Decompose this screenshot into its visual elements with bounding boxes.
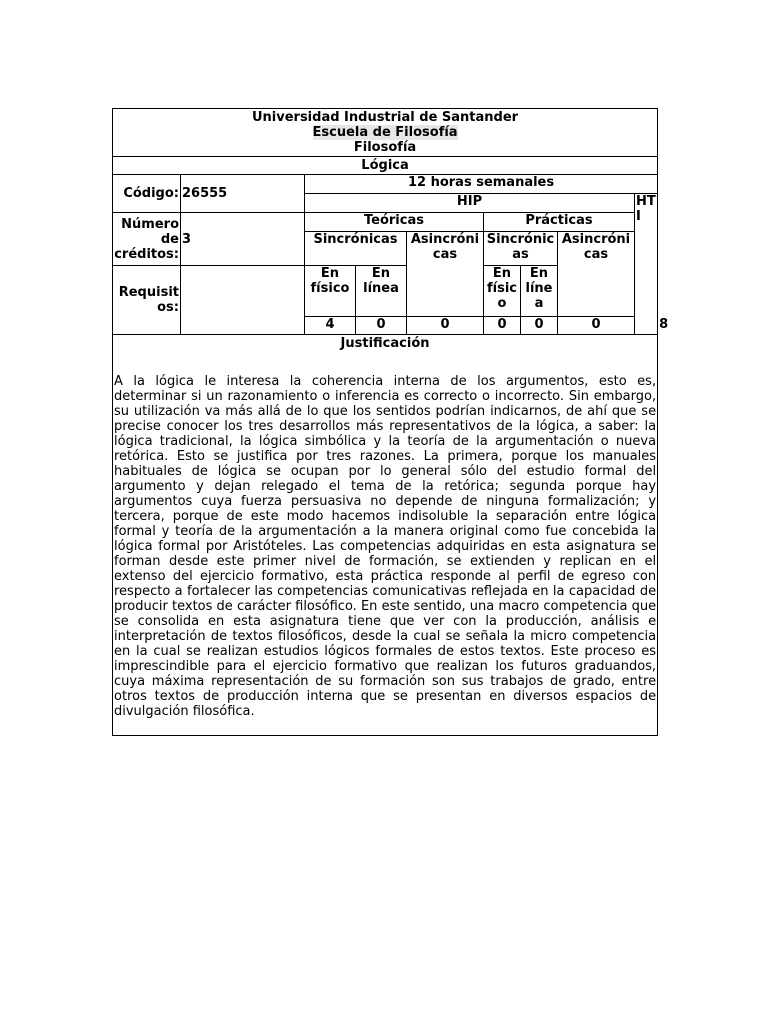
credits-value: 3 <box>181 213 305 266</box>
value-practice-async: 0 <box>558 317 635 335</box>
practice-sync-label: Sincrónicas <box>484 232 558 266</box>
code-row <box>113 175 658 194</box>
credits-label: Número de créditos: <box>113 213 181 266</box>
values-row: 4 0 0 0 0 0 8 <box>113 317 658 335</box>
syllabus-table <box>112 108 669 736</box>
justification-row <box>113 335 658 736</box>
practice-in-person-label: En físico <box>484 266 521 317</box>
justification-cell <box>113 335 658 736</box>
course-name: Lógica <box>113 157 658 175</box>
value-theory-online: 0 <box>356 317 407 335</box>
practice-online-label: En línea <box>521 266 558 317</box>
hti-label: HTI <box>635 194 658 335</box>
code-label: Código: <box>113 175 181 213</box>
value-theory-in-person: 4 <box>305 317 356 335</box>
theory-online-label: En línea <box>356 266 407 317</box>
value-practice-in-person: 0 <box>484 317 521 335</box>
value-theory-async: 0 <box>407 317 484 335</box>
weekly-hours: 12 horas semanales <box>305 175 658 194</box>
practice-label: Prácticas <box>484 213 635 232</box>
requisites-label: Requisitos: <box>113 266 181 335</box>
university-name: Universidad Industrial de Santander <box>251 110 519 125</box>
theory-sync-label: Sincrónicas <box>305 232 407 266</box>
header-row <box>113 109 658 157</box>
requisites-value <box>181 266 305 335</box>
theory-in-person-label: En físico <box>305 266 356 317</box>
program-name: Filosofía <box>353 140 417 155</box>
hip-label: HIP <box>305 194 635 213</box>
institution-header <box>113 109 658 157</box>
practice-async-label: Asincrónicas <box>558 232 635 317</box>
justification-title: Justificación <box>340 336 430 351</box>
theory-async-label: Asincrónicas <box>407 232 484 317</box>
syllabus-document <box>112 108 669 736</box>
type-row <box>113 213 658 232</box>
value-practice-online: 0 <box>521 317 558 335</box>
school-name: Escuela de Filosofía <box>312 125 458 140</box>
code-value: 26555 <box>181 175 305 213</box>
justification-text: A la lógica le interesa la coherencia interna de los argumentos, esto es, determinar si un razonamiento o inferencia es correcto o incorrecto. Sin embargo, su utilización va más allá de lo que los sentidos podrían indicarnos, de ahí que se precise conocer los tres desarrollos más representativos de la lógica, a saber: la lógica tradicional, la lógica simbólica y la teoría de la argumentación o nueva retórica. Esto se justifica por tres razones. La primera, porque los manuales habituales de lógica se ocupan por lo general sólo del estudio formal del argumento y dejan relegado el tema de la retórica; segunda porque hay argumentos cuya fuerza persuasiva no depende de ninguna formalización; y tercera, porque de este modo hacemos indisoluble la separación entre lógica formal y teoría de la argumentación a la manera original como fue concebida la lógica formal por Aristóteles. Las competencias adquiridas en esta asignatura se forman desde este primer nivel de formación, se extienden y replican en el extenso del ejercicio formativo, esta práctica responde al perfil de egreso con respecto a fortalecer las competencias comunicativas reflejada en la capacidad de producir textos de carácter filosófico. En este sentido, una macro competencia que se consolida en esta asignatura tiene que ver con la producción, análisis e interpretación de textos filosóficos, desde la cual se señala la micro competencia en la cual se realizan estudios lógicos formales de estos textos. Este proceso es imprescindible para el ejercicio formativo que realizan los futuros graduandos, cuya máxima representación de su formación son sus trabajos de grado, entre otros textos de producción interna que se presentan en diversos espacios de divulgación filosófica. <box>114 374 657 719</box>
course-name-row <box>113 157 658 175</box>
theory-label: Teóricas <box>305 213 484 232</box>
